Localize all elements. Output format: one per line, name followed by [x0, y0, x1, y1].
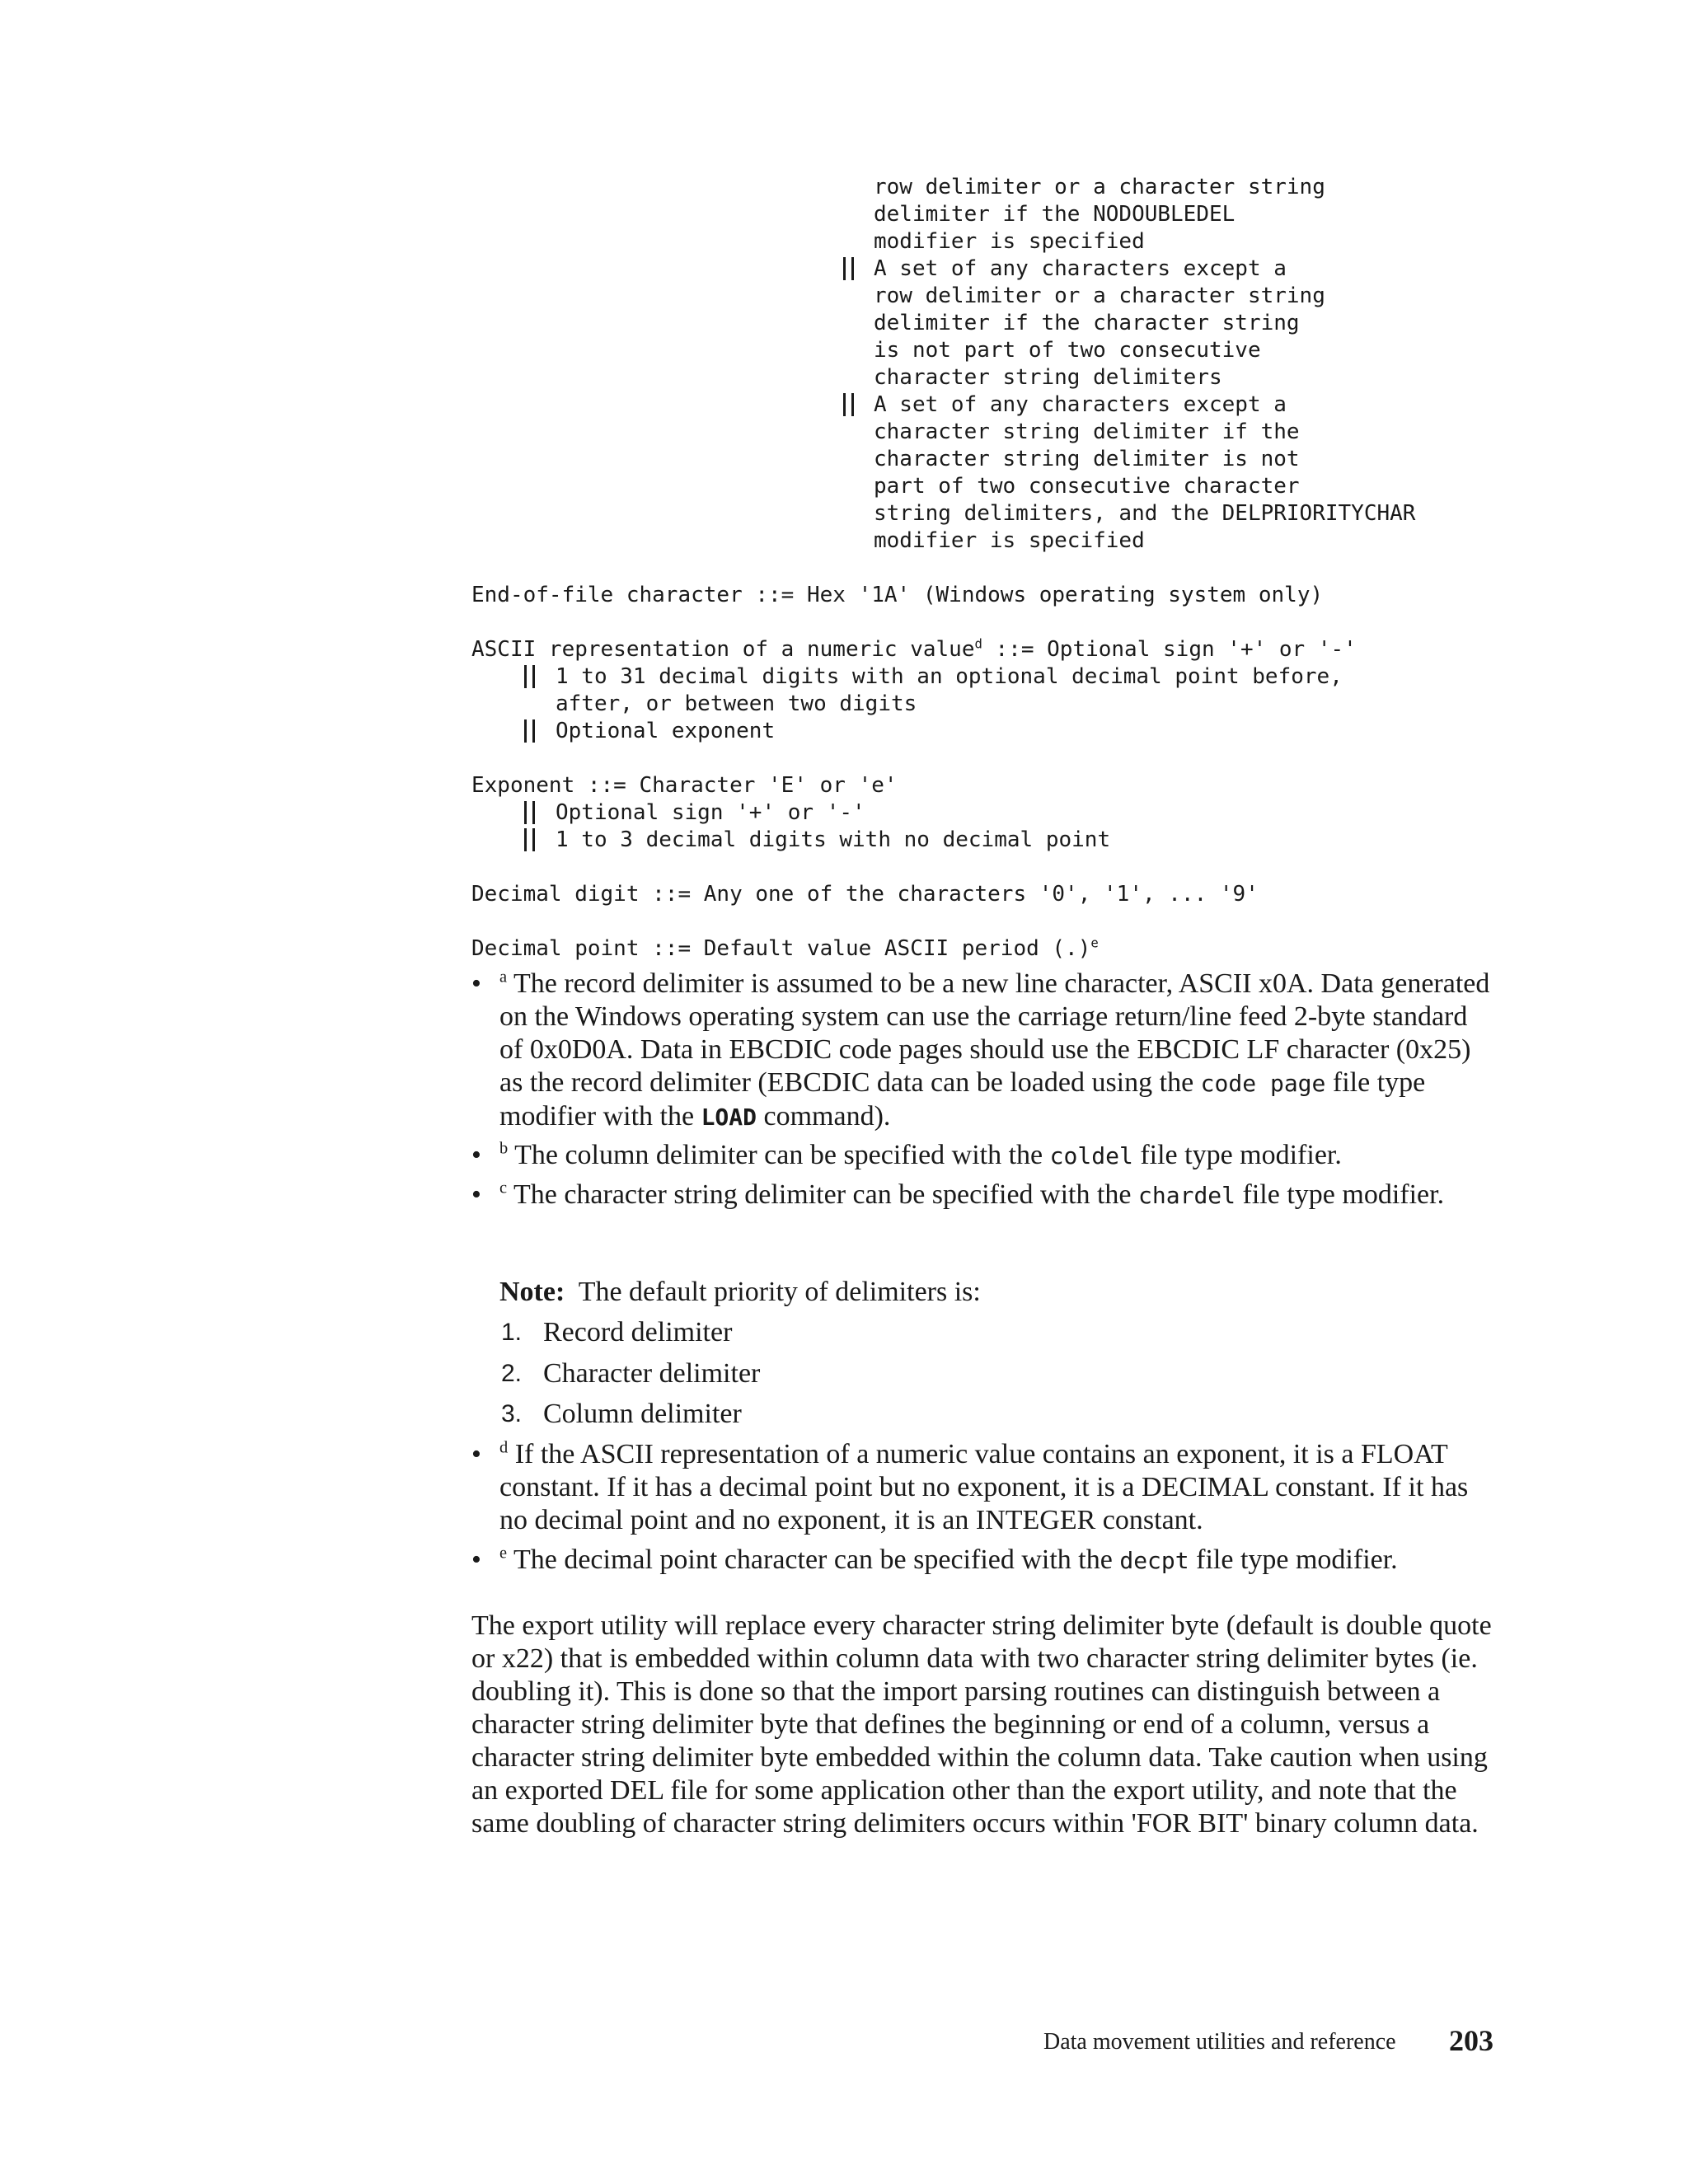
bullet: • [471, 1544, 481, 1575]
note: Note: The default priority of delimiters is: [499, 1277, 981, 1307]
alternation-bar [524, 801, 527, 824]
alternation-bar [532, 828, 535, 851]
alternation-bar [524, 719, 527, 743]
alternation-bar [524, 828, 527, 851]
grammar-line: delimiter if the NODOUBLEDEL [874, 202, 1236, 227]
grammar-line: A set of any characters except a [874, 256, 1287, 281]
grammar-line: after, or between two digits [556, 691, 917, 716]
list-number: 3. [501, 1400, 523, 1427]
grammar-line: Optional exponent [556, 719, 776, 743]
list-number: 1. [501, 1319, 523, 1346]
ascii-definition: ASCII representation of a numeric value$^d$ ::= Optional sign '+' or '-' [471, 636, 1357, 662]
footnote-a: $^a$ The record delimiter is assumed to be a new line character, ASCII x0A. Data generated on the Windows operating system can use the carriage return/line feed 2-byte standard of 0x0D0A. Data in EBCDIC code pages should use the EBCDIC LF character (0x25) as the record delimiter (EBCDIC data can be loaded using the code page file type modifier with the LOAD command). [499, 968, 1490, 1132]
bullet: • [471, 968, 481, 999]
grammar-line: character string delimiter if the [874, 419, 1300, 444]
footnote-d: $^d$ If the ASCII representation of a numeric value contains an exponent, it is a FLOAT constant. If it has a decimal point but no exponent, it is a DECIMAL constant. If it has no decimal point and no exponent, it is an INTEGER constant. [499, 1438, 1469, 1535]
footnote-e: $^e$ The decimal point character can be specified with the decpt file type modifier. [499, 1544, 1398, 1575]
footnote-c: $^c$ The character string delimiter can be specified with the chardel file type modifier. [499, 1179, 1445, 1210]
grammar-line: row delimiter or a character string [874, 284, 1325, 308]
grammar-line: delimiter if the character string [874, 311, 1300, 335]
decimal-point-definition: Decimal point ::= Default value ASCII period (.)$^e$ [471, 935, 1099, 961]
footer-title: Data movement utilities and reference [1043, 2029, 1396, 2055]
grammar-line: row delimiter or a character string [874, 175, 1325, 199]
eof-definition: End-of-file character ::= Hex '1A' (Windows operating system only) [471, 583, 1324, 607]
exponent-definition: Exponent ::= Character 'E' or 'e' [471, 773, 898, 798]
alternation-bar [851, 393, 854, 416]
alternation-bar [532, 801, 535, 824]
grammar-line: string delimiters, and the DELPRIORITYCHAR [874, 501, 1416, 526]
alternation-bar [532, 665, 535, 688]
grammar-line: A set of any characters except a [874, 392, 1287, 417]
list-number: 2. [501, 1360, 523, 1387]
grammar-line: 1 to 31 decimal digits with an optional decimal point before, [556, 664, 1343, 689]
grammar-line: is not part of two consecutive [874, 338, 1261, 363]
grammar-line: part of two consecutive character [874, 474, 1300, 499]
alternation-bar [851, 257, 854, 280]
bullet: • [471, 1140, 481, 1170]
list-item: Record delimiter [543, 1317, 733, 1347]
list-item: Column delimiter [543, 1399, 742, 1429]
alternation-bar [532, 719, 535, 743]
grammar-line: character string delimiter is not [874, 447, 1300, 471]
page-number: 203 [1449, 2024, 1493, 2057]
decimal-digit-definition: Decimal digit ::= Any one of the characters '0', '1', ... '9' [471, 882, 1259, 907]
bullet: • [471, 1439, 481, 1469]
alternation-bar [524, 665, 527, 688]
list-item: Character delimiter [543, 1358, 761, 1389]
note-label: Note: [499, 1277, 565, 1307]
alternation-bar [843, 257, 846, 280]
grammar-line: Optional sign '+' or '-' [556, 800, 865, 825]
bullet: • [471, 1179, 481, 1210]
grammar-line: 1 to 3 decimal digits with no decimal point [556, 827, 1111, 852]
body-paragraph: The export utility will replace every character string delimiter byte (default is double quote or x22) that is embedded within column data with two character string delimiter bytes (ie. doubling it). This is done so that the import parsing routines can distinguish between a character string delimiter byte that defines the beginning or end of a column, versus a character string delimiter byte embedded within the column data. Take caution when using an exported DEL file for some application other than the export utility, and note that the same doubling of character string delimiters occurs within 'FOR BIT' binary column data. [471, 1610, 1492, 1839]
footnote-b: $^b$ The column delimiter can be specified with the coldel file type modifier. [499, 1139, 1342, 1170]
grammar-line: modifier is specified [874, 229, 1145, 254]
alternation-bar [843, 393, 846, 416]
grammar-line: modifier is specified [874, 528, 1145, 553]
grammar-line: character string delimiters [874, 365, 1222, 390]
